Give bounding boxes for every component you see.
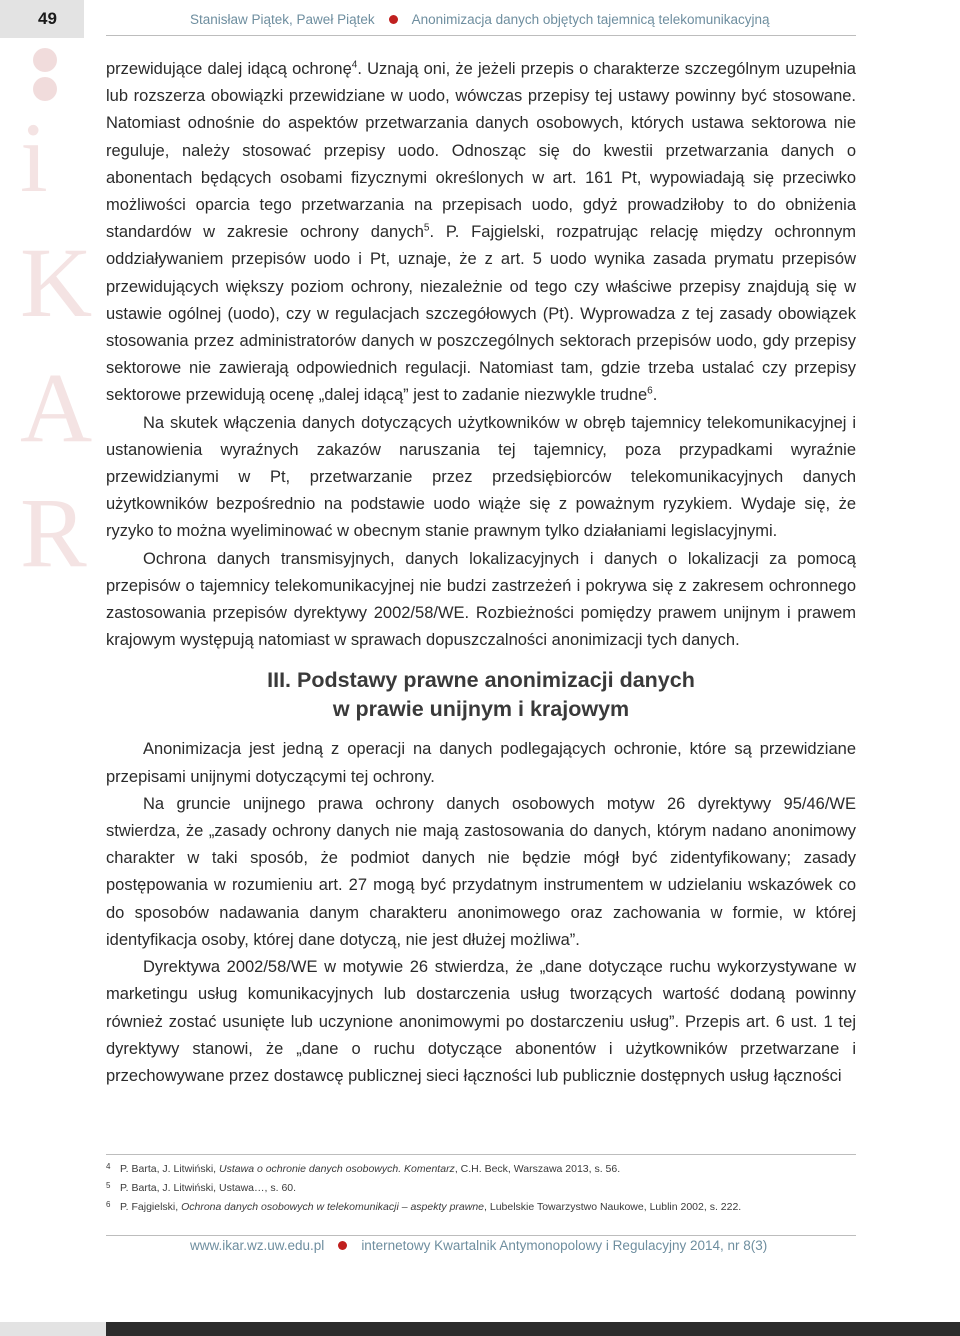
- running-header: [190, 12, 770, 27]
- bullet-dot-icon: [389, 15, 398, 24]
- paragraph-2: Na skutek włączenia danych dotyczących użytkowników w obręb tajemnicy telekomunikacyjnej i ustanowienia wyraźnych zakazów naruszania tej tajemnicy, poza przypadkami wyraźnie przewidzianymi w Pt, przetwarzanie przez przedsiębiorców telekomunikacyjnych danych użytkowników bezpośrednio na podstawie uodo wiąże się z poważnym ryzykiem. Wydaje się, że ryzyko to można wyeliminować w obecnym stanie prawnym tylko działaniami legislacyjnymi.: [106, 413, 856, 541]
- footnote-text: , Lubelskie Towarzystwo Naukowe, Lublin 2002, s. 222.: [484, 1201, 742, 1213]
- header-authors: Stanisław Piątek, Paweł Piątek: [190, 12, 375, 27]
- text-run: . Uznają oni, że jeżeli przepis o charakterze szczególnym uzupełnia lub rozszerza obowiązki przewidziane w uodo, wówczas przepisy tej ustawy powinny być stosowane. Natomiast odnośnie do aspektów przetwarzania danych osobowych, których ustawa sektorowa nie reguluje, należy stosować przepisy uodo. Odnosząc się do kwestii przetwarzania danych o abonentach będących osobami fizycznymi określonych w art. 161 Pt, wypowiadają się przeciwko możliwości oparcia tego przetwarzania na przepisach uodo, gdyż prowadziłoby to do obniżenia standardów w zakresie ochrony danych: [106, 60, 856, 242]
- footer-journal: internetowy Kwartalnik Antymonopolowy i Regulacyjny 2014, nr 8(3): [361, 1238, 768, 1253]
- side-logo-letters: [20, 95, 92, 595]
- paragraph-6: Dyrektywa 2002/58/WE w motywie 26 stwierdza, że „dane dotyczące ruchu wykorzystywane w marketingu usług komunikacyjnych lub dostarczenia usług tworzących wartość dodaną powinny również zostać usunięte lub uczynione anonimowymi po dostarczeniu usług”. Przepis art. 6 ust. 1 tej dyrektywy stanowi, że „dane o ruchu dotyczące abonentów i użytkowników przetwarzane i przechowywane przez dostawcę publicznej sieci łączności lub publicznie dostępnych usług łączności: [106, 958, 856, 1085]
- footnote-number: 6: [106, 1200, 111, 1209]
- side-letter: A: [20, 352, 93, 463]
- running-footer: [190, 1238, 767, 1253]
- dot-icon: [33, 48, 57, 72]
- text-run: przewidujące dalej idącą ochronę: [106, 60, 352, 78]
- footnote-title: Ustawa o ochronie danych osobowych. Komentarz: [219, 1163, 455, 1175]
- section-heading-line-1: III. Podstawy prawne anonimizacji danych: [267, 668, 695, 693]
- footer-url[interactable]: www.ikar.wz.uw.edu.pl: [190, 1238, 325, 1253]
- article-body: [106, 56, 856, 1090]
- footnote: [106, 1160, 856, 1179]
- bottom-bar-left: [0, 1322, 106, 1336]
- header-divider: [106, 35, 856, 36]
- side-letter: i: [20, 102, 48, 213]
- section-heading: [106, 666, 856, 724]
- footnote-ref[interactable]: 5: [423, 222, 430, 234]
- footnote-number: 5: [106, 1181, 111, 1190]
- side-letter: K: [20, 227, 93, 338]
- side-letter: R: [20, 477, 87, 588]
- footnote: [106, 1198, 856, 1217]
- bullet-dot-icon: [338, 1241, 347, 1250]
- text-run: . P. Fajgielski, rozpatrując relację między ochronnym oddziaływaniem przepisów uodo i Pt, uznaje, że z art. 5 uodo wynika zasada prymatu przepisów przewidujących większy poziom ochrony, niezależnie od tego czy właściwe przepisy znajdują się w ustawie ogólnej (uodo), czy w regulacjach szczegółowych (Pt). Wyprowadza z tej zasady obowiązek stosowania przez administratorów danych w poszczególnych sektorach przepisów uodo, gdy przepisy sektorowe nie zawierają odpowiednich regulacji. Natomiast tam, gdzie trzeba ustalać czy przepisy sektorowe przewidują ocenę „dalej idącą” jest to zadanie niezwykle trudne: [106, 223, 856, 405]
- footnote-text: P. Barta, J. Litwiński,: [120, 1163, 220, 1175]
- paragraph-5: Na gruncie unijnego prawa ochrony danych osobowych motyw 26 dyrektywy 95/46/WE stwierdza, że „zasady ochrony danych nie mają zastosowania do danych, którym nadano anonimowy charakter w taki sposób, że podmiot danych nie będzie mógł być zidentyfikowany; zasady postępowania w rozumieniu art. 27 mogą być przydatnym instrumentem w udzielaniu wskazówek co do sposobów nadawania danym charakteru anonimowego oraz zachowania w formie, w której identyfikacja osoby, której dane dotyczą, nie jest dłużej możliwa”.: [106, 794, 856, 949]
- page-number: 49: [38, 9, 57, 28]
- footnote-ref[interactable]: 4: [351, 59, 358, 71]
- text-run: .: [652, 386, 658, 405]
- footnote: [106, 1179, 856, 1198]
- footnote-text: , C.H. Beck, Warszawa 2013, s. 56.: [454, 1163, 621, 1175]
- bottom-bar: [106, 1322, 960, 1336]
- footnote-text: P. Fajgielski,: [120, 1201, 182, 1213]
- footnote-text: P. Barta, J. Litwiński, Ustawa…, s. 60.: [120, 1182, 297, 1194]
- section-heading-line-2: w prawie unijnym i krajowym: [332, 697, 630, 722]
- footer-divider: [106, 1235, 856, 1236]
- footnotes: [106, 1160, 856, 1217]
- paragraph-4: Anonimizacja jest jedną z operacji na danych podlegających ochronie, które są przewidziane przepisami unijnymi dotyczącymi tej ochrony.: [106, 740, 856, 786]
- footnote-ref[interactable]: 6: [647, 385, 653, 397]
- footnote-number: 4: [106, 1162, 111, 1171]
- paragraph-1: [106, 56, 856, 410]
- paragraph-3: Ochrona danych transmisyjnych, danych lokalizacyjnych i danych o lokalizacji za pomocą przepisów o tajemnicy telekomunikacyjnej nie budzi zastrzeżeń i pokrywa się z zakresem ochronnego zastosowania przepisów dyrektywy 2002/58/WE. Rozbieżności pomiędzy prawem unijnym i prawem krajowym występują natomiast w sprawach dopuszczalności anonimizacji tych danych.: [106, 549, 856, 650]
- header-title: Anonimizacja danych objętych tajemnicą telekomunikacyjną: [411, 12, 770, 27]
- footnote-title: Ochrona danych osobowych w telekomunikacji – aspekty prawne: [181, 1201, 485, 1213]
- footnote-divider: [106, 1154, 856, 1155]
